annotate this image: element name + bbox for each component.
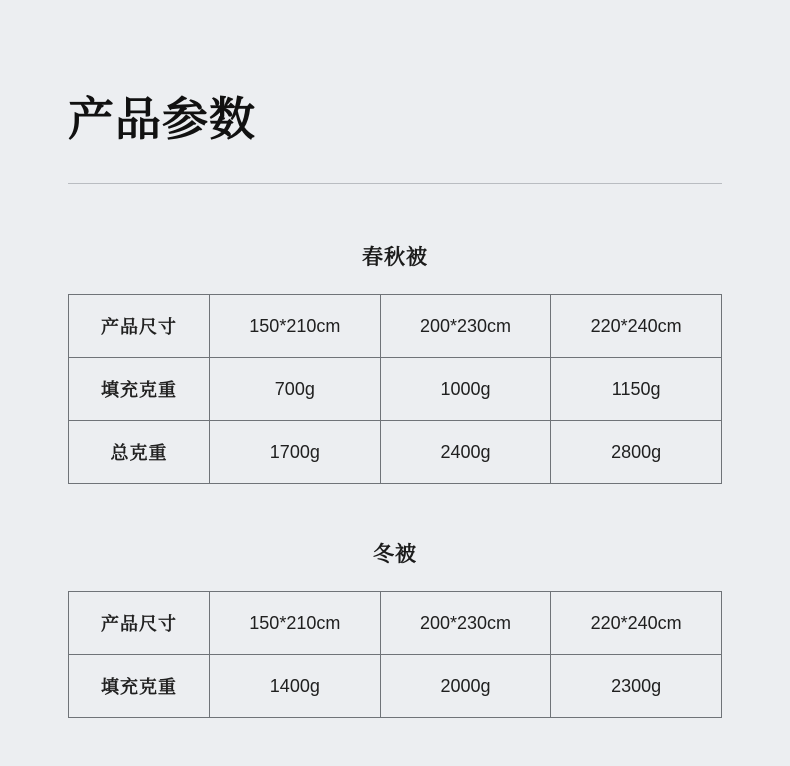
table-cell: 200*230cm [380, 592, 551, 655]
table-cell: 1400g [210, 655, 381, 718]
table-cell: 1150g [551, 358, 722, 421]
page-title: 产品参数 [68, 93, 256, 145]
title-divider [68, 183, 722, 184]
table-cell: 700g [210, 358, 381, 421]
table-cell: 1000g [380, 358, 551, 421]
table-row [69, 655, 722, 718]
spec-section-spring-autumn-quilt [68, 241, 722, 484]
table-cell: 2800g [551, 421, 722, 484]
table-row [69, 592, 722, 655]
table-row [69, 358, 722, 421]
table-row [69, 295, 722, 358]
table-cell: 150*210cm [210, 295, 381, 358]
row-label: 填充克重 [69, 358, 210, 421]
section-heading: 冬被 [373, 543, 417, 567]
table-row [69, 421, 722, 484]
table-cell: 220*240cm [551, 592, 722, 655]
spec-section-winter-quilt [68, 538, 722, 718]
spec-table [68, 591, 722, 718]
table-cell: 150*210cm [210, 592, 381, 655]
spec-table [68, 294, 722, 484]
table-cell: 200*230cm [380, 295, 551, 358]
row-label: 产品尺寸 [69, 592, 210, 655]
section-heading: 春秋被 [362, 246, 428, 270]
row-label: 产品尺寸 [69, 295, 210, 358]
row-label: 总克重 [69, 421, 210, 484]
table-cell: 2400g [380, 421, 551, 484]
table-cell: 2300g [551, 655, 722, 718]
row-label: 填充克重 [69, 655, 210, 718]
table-cell: 2000g [380, 655, 551, 718]
table-cell: 1700g [210, 421, 381, 484]
table-cell: 220*240cm [551, 295, 722, 358]
